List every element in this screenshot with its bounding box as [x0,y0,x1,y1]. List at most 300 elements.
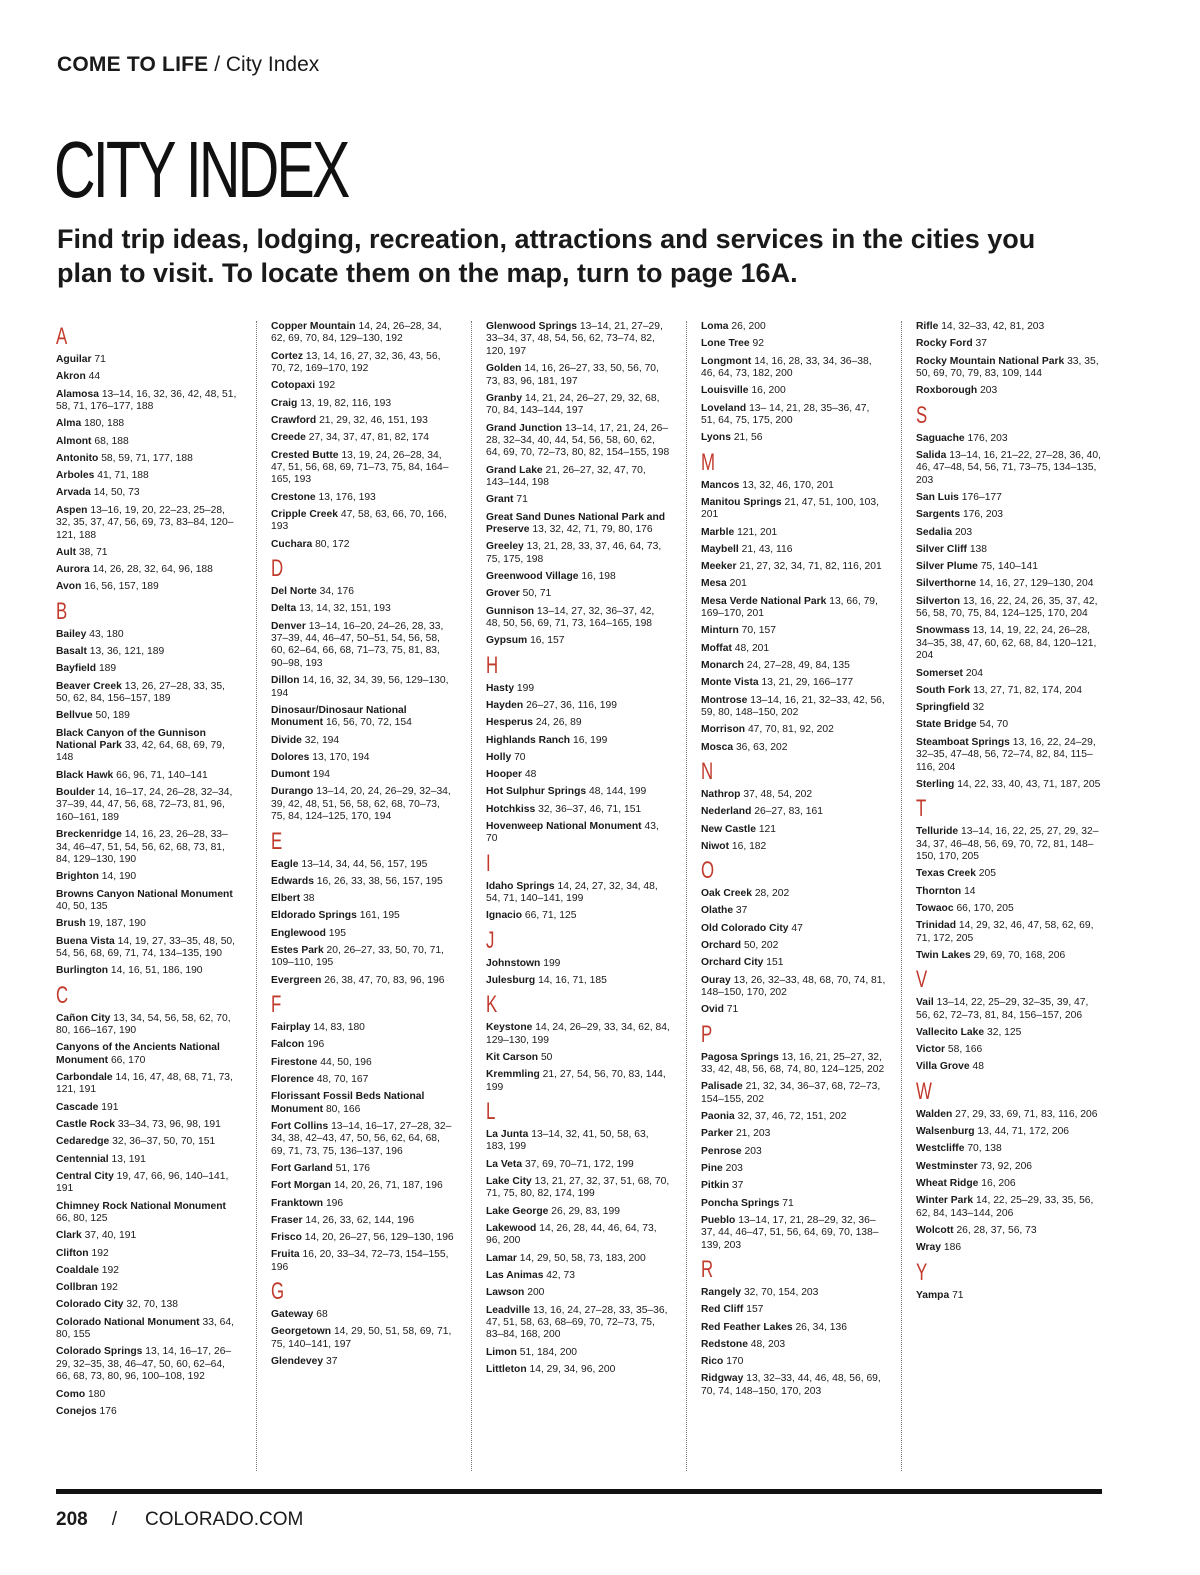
city-name: Old Colorado City [701,922,789,934]
index-entry [701,742,886,754]
index-entry [916,719,1101,731]
page-refs: 14, 190 [101,871,137,883]
page-refs: 58, 166 [947,1044,983,1056]
page-refs: 92 [752,338,764,350]
index-entry [486,910,671,922]
page-refs: 13, 16, 22, 24, 26, 35, 37, 42, 56, 58, 70, 75, 84, 124–125, 170, 204 [916,595,1098,620]
page-refs: 21, 27, 32, 34, 71, 82, 116, 201 [739,561,882,573]
index-entry [486,821,671,846]
page-refs: 37, 69, 70–71, 172, 199 [524,1158,634,1170]
page-refs: 13–14, 16–20, 24–26, 28, 33, 37–39, 44, 46–47, 50–51, 54, 56, 58, 60, 62–64, 66, 68, 71–73, 75, 81, 83, 90–98, 193 [271,620,444,669]
city-name: Lamar [486,1252,517,1264]
city-name: Moffat [701,642,732,654]
section-letter: F [271,991,282,1018]
page-refs: 58, 59, 71, 177, 188 [101,452,193,464]
city-name: Grover [486,588,520,600]
page-refs: 13, 176, 193 [318,491,376,503]
index-entry [701,1146,886,1158]
index-entry [916,385,1101,397]
index-entry [701,356,886,381]
index-entry [486,881,671,906]
page-refs: 50 [540,1052,553,1063]
page-refs: 66, 71, 125 [524,910,577,922]
city-name: Estes Park [271,945,324,956]
index-entry [271,1091,456,1116]
page-refs: 32, 36–37, 46, 71, 151 [538,803,642,815]
index-entry [56,1171,241,1196]
index-entry [56,1346,241,1383]
index-entry [916,903,1101,915]
page-refs: 24, 27–28, 49, 84, 135 [746,660,850,672]
page-refs: 21, 203 [735,1128,771,1140]
index-entry [916,702,1101,714]
city-name: South Fork [916,684,971,696]
page-refs: 191 [101,1101,119,1113]
index-entry [701,497,886,522]
city-name: Dolores [271,751,310,763]
page-refs: 66, 170, 205 [956,902,1014,914]
city-name: Orchard City [701,957,764,969]
section-letter: A [56,323,68,350]
page-refs: 16, 198 [581,571,616,583]
city-name: Sargents [916,509,961,521]
index-entry [56,663,241,675]
index-entry [486,1129,671,1154]
index-entry [56,646,241,658]
page-refs: 48 [524,769,537,781]
city-name: Florissant Fossil Beds National Monument [271,1091,425,1115]
index-entry [701,544,886,556]
index-entry [271,910,456,922]
index-entry [701,1111,886,1123]
page-refs: 13–14, 32, 41, 50, 58, 63, 183, 199 [486,1129,649,1153]
city-name: Wolcott [916,1224,954,1236]
city-name: Cascade [56,1101,99,1113]
page-refs: 151 [766,957,784,969]
page-refs: 47, 58, 63, 66, 70, 166, 193 [271,509,447,533]
city-name: Fort Morgan [271,1180,332,1192]
city-name: Granby [486,392,523,404]
index-column [486,321,671,1473]
index-entry [271,586,456,598]
index-entry [701,1356,886,1368]
page-refs: 43, 70 [486,821,659,845]
page-refs: 68, 188 [94,435,129,447]
city-name: Colorado Springs [56,1346,143,1358]
index-entry [486,1253,671,1265]
index-entry [916,509,1101,521]
index-entry [271,621,456,671]
page-refs: 24, 26, 89 [535,717,582,729]
page-refs: 14 [964,885,976,897]
city-name: Ovid [701,1004,724,1016]
index-entry [271,321,456,346]
section-letter: J [486,926,495,954]
city-name: Creede [271,432,306,444]
city-name: Sterling [916,778,955,790]
city-name: Minturn [701,625,739,637]
index-entry [916,779,1101,791]
index-entry [486,321,671,358]
page-refs: 33, 64, 80, 155 [56,1316,234,1341]
index-column [701,321,886,1473]
page-refs: 80, 172 [315,538,350,550]
index-entry [486,606,671,631]
index-entry [271,945,456,970]
index-entry [701,957,886,969]
page-refs: 16, 56, 157, 189 [84,581,159,593]
section-letter: B [56,597,68,625]
index-entry [916,737,1101,774]
city-name: Westcliffe [916,1143,965,1155]
city-name: Elbert [271,893,301,905]
page-refs: 13– 14, 21, 28, 35–36, 47, 51, 64, 75, 175, 200 [701,402,870,426]
city-name: Centennial [56,1153,109,1165]
index-entry [56,1406,241,1418]
index-entry [486,735,671,747]
city-name: Limon [486,1346,517,1358]
page-refs: 201 [729,578,747,590]
index-entry [916,544,1101,556]
header-divider: / [214,53,221,76]
city-name: Vail [916,997,934,1009]
page-refs: 14, 26, 28, 32, 64, 96, 188 [92,564,213,576]
page-refs: 75, 140–141 [980,561,1038,573]
city-name: Nederland [701,806,752,818]
page-refs: 73, 92, 206 [980,1160,1033,1172]
index-entry [486,717,671,729]
index-entry [56,787,241,824]
city-name: Akron [56,371,86,383]
city-name: Littleton [486,1364,527,1375]
city-name: Boulder [56,787,95,799]
city-name: Brighton [56,871,99,883]
index-entry [701,1215,886,1252]
page-refs: 157 [746,1304,764,1316]
page-refs: 199 [543,957,561,969]
city-name: Montrose [701,694,748,706]
index-entry [916,527,1101,539]
page-refs: 14, 16, 27, 129–130, 204 [978,578,1094,590]
page-refs: 194 [312,769,330,781]
page-refs: 26–27, 36, 116, 199 [526,699,617,711]
index-entry [916,1126,1101,1138]
city-name: Rocky Mountain National Park [916,355,1065,367]
index-entry [56,1201,241,1226]
city-name: Penrose [701,1145,742,1157]
page-refs: 13, 16, 22, 24–29, 32–35, 47–48, 56, 72–74, 82, 84, 115–116, 204 [916,736,1096,773]
page-refs: 14, 20, 26, 71, 187, 196 [333,1180,443,1192]
page-refs: 14, 19, 27, 33–35, 48, 50, 54, 56, 68, 69, 71, 74, 134–135, 190 [56,935,236,959]
page-refs: 16, 157 [530,635,565,647]
city-name: Rangely [701,1286,742,1298]
page-refs: 66, 96, 71, 140–141 [116,769,208,781]
city-name: Burlington [56,965,109,977]
page-refs: 27, 34, 37, 47, 81, 82, 174 [308,432,430,444]
section-letter: S [916,401,928,429]
index-column [916,321,1101,1473]
city-name: Golden [486,363,522,375]
index-entry [271,975,456,987]
index-entry [701,923,886,935]
page-refs: 205 [978,868,996,880]
page-refs: 28, 202 [754,888,790,900]
index-entry [486,1270,671,1282]
section-letter: V [916,966,928,994]
index-entry [271,752,456,764]
city-name: Gunnison [486,605,535,617]
city-name: Greenwood Village [486,571,579,583]
city-name: Bayfield [56,663,97,675]
page-refs: 26, 29, 83, 199 [551,1205,620,1217]
city-name: Buena Vista [56,935,115,947]
page-refs: 21, 56 [733,432,763,444]
index-entry [916,668,1101,680]
index-entry [271,1215,456,1227]
city-name: Divide [271,734,302,746]
index-entry [701,480,886,492]
city-name: Monte Vista [701,677,759,689]
city-name: Orchard [701,940,742,952]
index-entry [916,1225,1101,1237]
page-refs: 13, 19, 82, 116, 193 [300,397,392,409]
page-refs: 48, 70, 167 [316,1073,369,1085]
page-refs: 14, 29, 34, 96, 200 [529,1364,616,1375]
city-name: Falcon [271,1039,305,1051]
index-column [56,321,241,1473]
index-entry [701,940,886,952]
footer-divider: / [111,1509,117,1530]
index-entry [271,1326,456,1351]
index-entry [701,1287,886,1299]
index-entry [271,492,456,504]
index-entry [916,1044,1101,1056]
page-refs: 70, 157 [741,625,776,637]
section-letter: I [486,849,491,877]
index-entry [486,683,671,695]
city-name: Winter Park [916,1195,974,1207]
page-refs: 14, 26, 28, 44, 46, 64, 73, 96, 200 [486,1223,657,1247]
city-name: Greeley [486,541,524,553]
city-name: Telluride [916,826,959,838]
index-entry [916,685,1101,697]
page-refs: 32 [972,702,985,714]
index-entry [701,596,886,621]
index-entry [701,385,886,397]
index-entry [701,724,886,736]
city-name: Holly [486,751,512,763]
header-section: COME TO LIFE [57,53,209,76]
city-name: Kremmling [486,1069,540,1081]
city-name: Roxborough [916,385,978,397]
city-name: Olathe [701,905,734,917]
city-name: Antonito [56,452,99,464]
city-name: Castle Rock [56,1119,115,1130]
city-name: Dumont [271,769,310,781]
city-name: Clark [56,1230,82,1242]
index-entry [56,936,241,961]
index-entry [271,1356,456,1368]
city-name: Kit Carson [486,1052,539,1063]
city-name: Cortez [271,350,304,362]
index-entry [701,1373,886,1398]
index-entry [271,351,456,376]
page-refs: 121 [758,823,777,835]
city-name: Collbran [56,1282,98,1294]
index-entry [701,1052,886,1077]
index-entry [56,581,241,593]
index-entry [56,564,241,576]
index-entry [271,432,456,444]
page-refs: 71 [782,1197,794,1209]
city-name: Hotchkiss [486,803,536,815]
city-name: Lake City [486,1176,532,1187]
page-refs: 27, 29, 33, 69, 71, 83, 116, 206 [955,1108,1098,1120]
page-refs: 32, 70, 138 [126,1299,178,1311]
page-refs: 14, 16, 47, 48, 68, 71, 73, 121, 191 [56,1072,233,1096]
index-entry [701,841,886,853]
section-letter: L [486,1098,496,1125]
page-refs: 14, 20, 26–27, 56, 129–130, 196 [304,1232,454,1244]
city-name: Almont [56,435,92,447]
city-name: Twin Lakes [916,949,971,961]
page-refs: 16, 26, 33, 38, 56, 157, 195 [316,875,443,887]
page-refs: 14, 16, 28, 33, 34, 36–38, 46, 64, 73, 182, 200 [701,355,872,379]
city-name: Rifle [916,321,939,332]
city-name: Palisade [701,1081,743,1093]
index-entry [56,470,241,482]
index-entry [701,975,886,1000]
city-name: Redstone [701,1338,748,1350]
index-entry [56,1072,241,1097]
page-refs: 203 [954,526,973,538]
index-entry [56,389,241,414]
page-refs: 196 [325,1197,344,1209]
index-entry [271,893,456,905]
index-entry [56,505,241,542]
city-name: Meeker [701,561,737,573]
page-refs: 37, 48, 54, 202 [743,788,813,800]
index-entry [271,1232,456,1244]
index-entry [56,1102,241,1114]
index-entry [486,958,671,970]
page-refs: 48 [972,1061,984,1073]
section-letter: W [916,1077,932,1105]
page-refs: 26, 38, 47, 70, 83, 96, 196 [324,974,445,986]
city-name: Como [56,1388,86,1400]
page-refs: 170 [726,1356,744,1368]
city-name: Texas Creek [916,868,976,880]
index-entry [56,436,241,448]
city-name: Towaoc [916,902,954,914]
page-refs: 13–14, 16, 21–22, 27–28, 36, 40, 46, 47–48, 54, 56, 71, 73–75, 134–135, 203 [916,449,1101,486]
page-refs: 192 [100,1282,118,1294]
page-refs: 44 [88,371,101,383]
city-name: Yampa [916,1289,950,1301]
city-name: Leadville [486,1304,531,1316]
index-entry [916,492,1101,504]
index-entry [56,965,241,977]
city-name: Oak Creek [701,888,752,900]
city-name: Snowmass [916,625,970,637]
city-name: Beaver Creek [56,680,122,692]
footer-site: COLORADO.COM [144,1509,304,1530]
page-refs: 14, 16, 26–27, 33, 50, 56, 70, 73, 83, 96, 181, 197 [486,363,659,387]
page-refs: 14, 21, 24, 26–27, 29, 32, 68, 70, 84, 143–144, 197 [486,392,660,417]
index-entry [701,1322,886,1334]
page-refs: 80, 166 [325,1103,361,1115]
city-name: Brush [56,918,86,930]
city-name: Lakewood [486,1223,537,1234]
index-entry [916,321,1101,333]
page-refs: 14, 24, 27, 32, 34, 48, 54, 71, 140–141, 199 [486,880,658,905]
index-entry [271,675,456,700]
page-refs: 29, 69, 70, 168, 206 [973,949,1066,961]
city-name: Niwot [701,840,730,852]
page-refs: 21, 43, 116 [741,543,793,555]
section-letter: N [701,757,714,785]
city-name: Pitkin [701,1180,730,1192]
city-name: State Bridge [916,719,977,731]
page-refs: 13–14, 17, 21, 24, 26–28, 32–34, 40, 44, 54, 56, 58, 60, 62, 64, 69, 70, 72–73, 80, 82, 154–155, 198 [486,422,670,459]
page-refs: 14, 16, 23, 26–28, 33–34, 46–47, 51, 54, 56, 62, 68, 73, 81, 84, 129–130, 190 [56,829,228,865]
city-name: Monarch [701,660,744,672]
index-entry [56,453,241,465]
index-entry [701,643,886,655]
page-refs: 13, 14, 19, 22, 24, 26–28, 34–35, 38, 47, 60, 62, 68, 84, 120–121, 204 [916,625,1097,662]
city-name: Lyons [701,432,731,444]
city-name: La Junta [486,1129,529,1140]
city-name: Loveland [701,402,747,414]
index-entry [271,1022,456,1034]
index-entry [701,695,886,720]
index-entry [486,1305,671,1342]
index-entry [56,1013,241,1038]
city-name: Copper Mountain [271,321,356,332]
page-refs: 14, 22, 33, 40, 43, 71, 187, 205 [957,778,1101,790]
city-name: Edwards [271,875,314,887]
page-refs: 26, 200 [731,321,766,332]
page-refs: 48, 203 [750,1338,786,1350]
page-refs: 13–16, 19, 20, 22–23, 25–28, 32, 35, 37, 47, 56, 69, 73, 83–84, 120–121, 188 [56,504,234,541]
city-name: Red Feather Lakes [701,1321,793,1333]
page-refs: 13, 32, 46, 170, 201 [742,479,834,491]
index-entry [701,1081,886,1106]
index-entry [56,829,241,866]
city-name: Del Norte [271,586,317,597]
page-refs: 192 [317,380,336,392]
index-entry [486,752,671,764]
index-entry [56,710,241,722]
city-name: Great Sand Dunes National Park and Preserve [486,511,666,536]
city-name: Bellvue [56,710,93,722]
city-name: Nathrop [701,788,741,800]
city-name: Johnstown [486,957,541,969]
page-refs: 32, 125 [987,1026,1022,1038]
index-entry [916,1178,1101,1190]
page-refs: 50, 71 [522,588,552,600]
city-name: New Castle [701,823,756,835]
index-entry [486,393,671,418]
page-number: 208 [56,1509,88,1530]
page-refs: 19, 187, 190 [88,918,146,930]
page-refs: 33–34, 73, 96, 98, 191 [117,1119,221,1130]
page-refs: 13, 26, 32–33, 48, 68, 70, 74, 81, 148–150, 170, 202 [701,974,886,999]
page-refs: 26, 34, 136 [795,1321,847,1333]
index-entry [271,415,456,427]
index-entry [701,824,886,836]
index-entry [916,1195,1101,1220]
